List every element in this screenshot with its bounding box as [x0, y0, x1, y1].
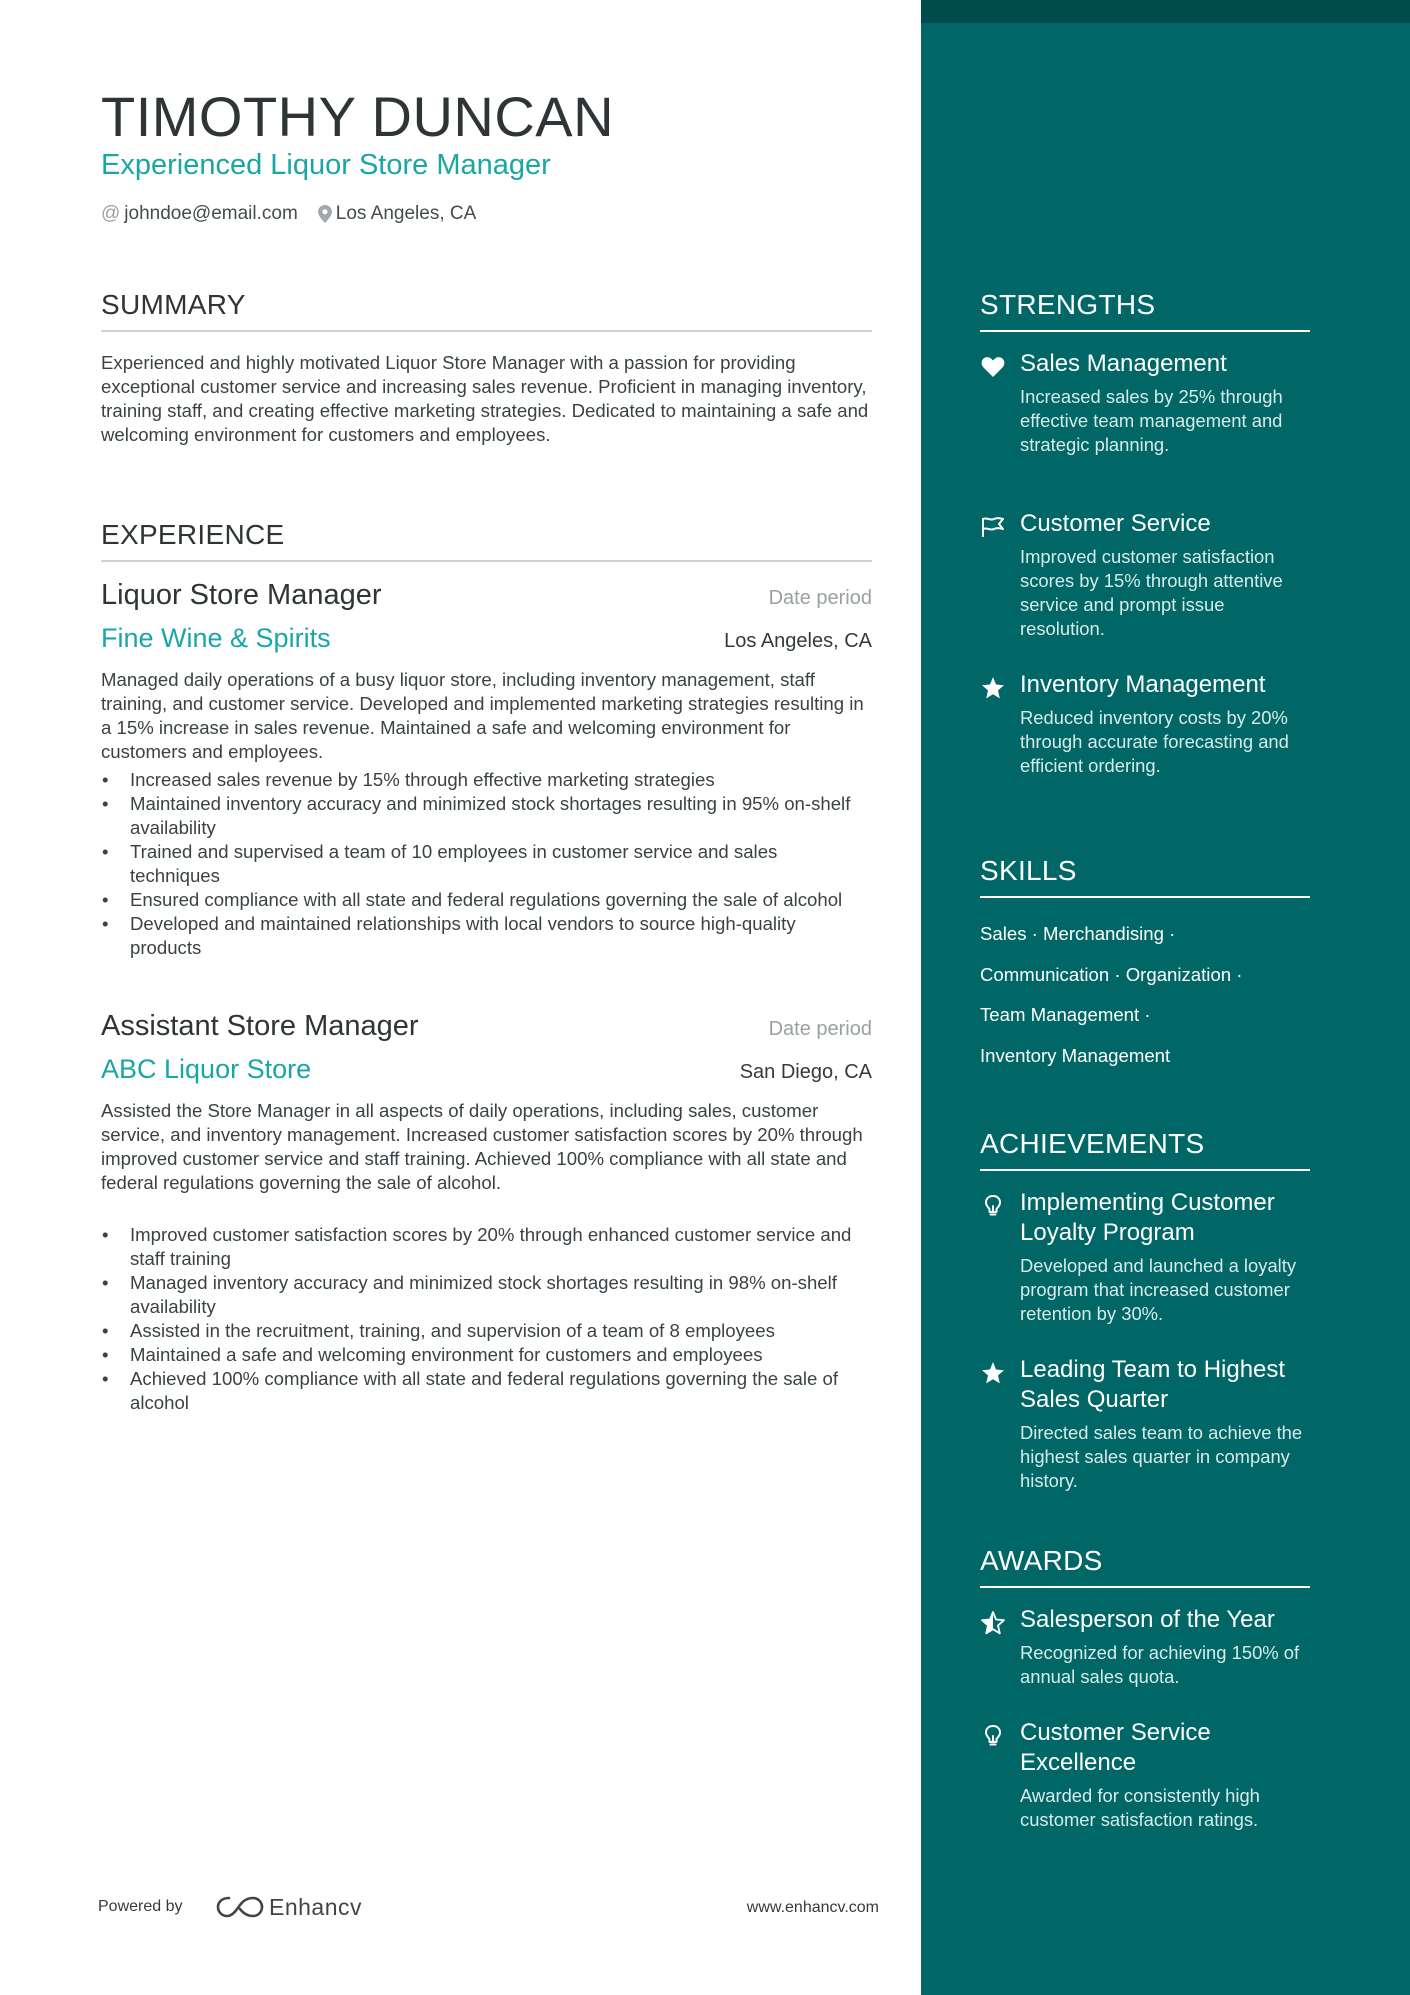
star-icon — [980, 1360, 1006, 1386]
skills-line: Team Management · — [980, 1004, 1151, 1025]
strength-title: Customer Service — [1020, 510, 1211, 537]
strength-title: Inventory Management — [1020, 671, 1266, 698]
section-divider — [101, 560, 872, 562]
enhancv-logo-icon — [215, 1893, 265, 1921]
award-item — [980, 1718, 1310, 1832]
summary-text: Experienced and highly motivated Liquor Store Manager with a passion for providing exceptional customer service and increasing sales revenue. Proficient in managing inventory, training staff, and creating effective marketing strategies. Dedicated to maintaining a safe and welcoming environment for customers and employees. — [101, 352, 869, 445]
enhancv-logo[interactable] — [215, 1893, 362, 1921]
strength-item — [980, 349, 1310, 457]
skills-section-header — [980, 855, 1310, 898]
bullet-item: • Managed inventory accuracy and minimized stock shortages resulting in 98% on-shelf availability — [101, 1271, 872, 1319]
section-divider — [980, 896, 1310, 898]
strength-description: Reduced inventory costs by 20% through accurate forecasting and efficient ordering. — [1020, 707, 1289, 776]
awards-section-header — [980, 1545, 1310, 1588]
achievement-description: Directed sales team to achieve the highest sales quarter in company history. — [1020, 1422, 1303, 1491]
section-divider — [980, 1586, 1310, 1588]
star-half-icon — [980, 1610, 1006, 1636]
job-1-subheader — [101, 623, 872, 654]
achievements-section-header — [980, 1128, 1310, 1171]
section-divider — [980, 330, 1310, 332]
experience-section-header — [101, 519, 872, 562]
footer — [98, 1893, 879, 1923]
bullet-item: • Maintained a safe and welcoming environment for customers and employees — [101, 1343, 872, 1367]
strength-item — [980, 670, 1310, 778]
section-divider — [101, 330, 872, 332]
bullet-item: • Improved customer satisfaction scores by 20% through enhanced customer service and staff training — [101, 1223, 872, 1271]
job-2-location: San Diego, CA — [739, 1061, 872, 1083]
strength-item — [980, 509, 1310, 641]
bullet-item: • Developed and maintained relationships with local vendors to source high-quality products — [101, 912, 872, 960]
star-icon — [980, 675, 1006, 701]
job-2-header — [101, 1010, 872, 1043]
bullet-item: • Trained and supervised a team of 10 employees in customer service and sales techniques — [101, 840, 872, 888]
strength-description: Improved customer satisfaction scores by 15% through attentive service and prompt issue resolution. — [1020, 546, 1283, 639]
strengths-heading: STRENGTHS — [980, 289, 1156, 320]
experience-heading: EXPERIENCE — [101, 519, 285, 550]
location-contact — [318, 203, 476, 225]
job-1-header — [101, 579, 872, 612]
achievement-item — [980, 1188, 1310, 1326]
bullet-item: • Assisted in the recruitment, training, and supervision of a team of 8 employees — [101, 1319, 872, 1343]
job-1-description: Managed daily operations of a busy liquor store, including inventory management, staff training, and customer service. Developed and implemented marketing strategies resulting in a 15% increase in sales revenue. Maintained a safe and welcoming environment for customers and employees. — [101, 669, 864, 762]
job-1-bullets — [101, 768, 872, 960]
job-1-company: Fine Wine & Spirits — [101, 623, 331, 653]
section-divider — [980, 1169, 1310, 1171]
location-pin-icon — [318, 205, 332, 223]
job-2-role: Assistant Store Manager — [101, 1010, 419, 1042]
sidebar-top-band — [921, 0, 1410, 23]
skills-heading: SKILLS — [980, 855, 1077, 886]
job-2-company: ABC Liquor Store — [101, 1054, 312, 1084]
skills-line: Sales · Merchandising · — [980, 923, 1176, 944]
lightbulb-icon — [980, 1193, 1006, 1219]
achievement-title: Implementing Customer Loyalty Program — [1020, 1189, 1275, 1246]
strengths-section-header — [980, 289, 1310, 332]
bullet-item: • Achieved 100% compliance with all state and federal regulations governing the sale of alcohol — [101, 1367, 872, 1415]
location-text: Los Angeles, CA — [335, 203, 477, 224]
bullet-item: • Maintained inventory accuracy and minimized stock shortages resulting in 95% on-shelf availability — [101, 792, 872, 840]
summary-heading: SUMMARY — [101, 289, 246, 320]
summary-section-header — [101, 289, 872, 332]
job-1-role: Liquor Store Manager — [101, 579, 382, 611]
website-link[interactable]: www.enhancv.com — [746, 1899, 879, 1916]
job-1-location: Los Angeles, CA — [724, 630, 872, 652]
job-2-date: Date period — [768, 1018, 872, 1040]
job-2-description: Assisted the Store Manager in all aspects of daily operations, including sales, customer service, and inventory management. Increased customer satisfaction scores by 20% through improved customer service and staff training. Achieved 100% compliance with all state and federal regulations governing the sale of alcohol. — [101, 1100, 863, 1193]
job-1-date: Date period — [768, 587, 872, 609]
award-title: Customer Service Excellence — [1020, 1719, 1211, 1776]
award-title: Salesperson of the Year — [1020, 1606, 1275, 1633]
job-2-subheader — [101, 1054, 872, 1085]
candidate-title: Experienced Liquor Store Manager — [101, 149, 551, 181]
job-2-bullets — [101, 1223, 872, 1415]
achievement-item — [980, 1355, 1310, 1493]
strength-description: Increased sales by 25% through effective team management and strategic planning. — [1020, 386, 1283, 455]
achievement-description: Developed and launched a loyalty program that increased customer retention by 30%. — [1020, 1255, 1297, 1324]
award-description: Recognized for achieving 150% of annual sales quota. — [1020, 1642, 1300, 1687]
skills-list — [980, 914, 1310, 1076]
bullet-item: • Ensured compliance with all state and federal regulations governing the sale of alcohol — [101, 888, 872, 912]
strength-title: Sales Management — [1020, 350, 1227, 377]
email-contact[interactable] — [101, 203, 298, 225]
skills-line: Communication · Organization · — [980, 963, 1243, 985]
awards-heading: AWARDS — [980, 1545, 1103, 1576]
skills-line: Inventory Management — [980, 1044, 1171, 1066]
lightbulb-icon — [980, 1723, 1006, 1749]
flag-icon — [980, 514, 1006, 540]
candidate-name: TIMOTHY DUNCAN — [101, 85, 615, 148]
bullet-item: • Increased sales revenue by 15% through effective marketing strategies — [101, 768, 872, 792]
email-text: johndoe@email.com — [124, 203, 298, 224]
brand-name: Enhancv — [269, 1893, 363, 1920]
achievement-title: Leading Team to Highest Sales Quarter — [1020, 1356, 1286, 1413]
powered-by-label: Powered by — [98, 1898, 183, 1915]
award-description: Awarded for consistently high customer satisfaction ratings. — [1020, 1785, 1260, 1830]
award-item — [980, 1605, 1310, 1689]
heart-icon — [980, 354, 1006, 380]
achievements-heading: ACHIEVEMENTS — [980, 1128, 1205, 1159]
contact-row — [101, 203, 496, 225]
at-icon: @ — [101, 203, 121, 224]
